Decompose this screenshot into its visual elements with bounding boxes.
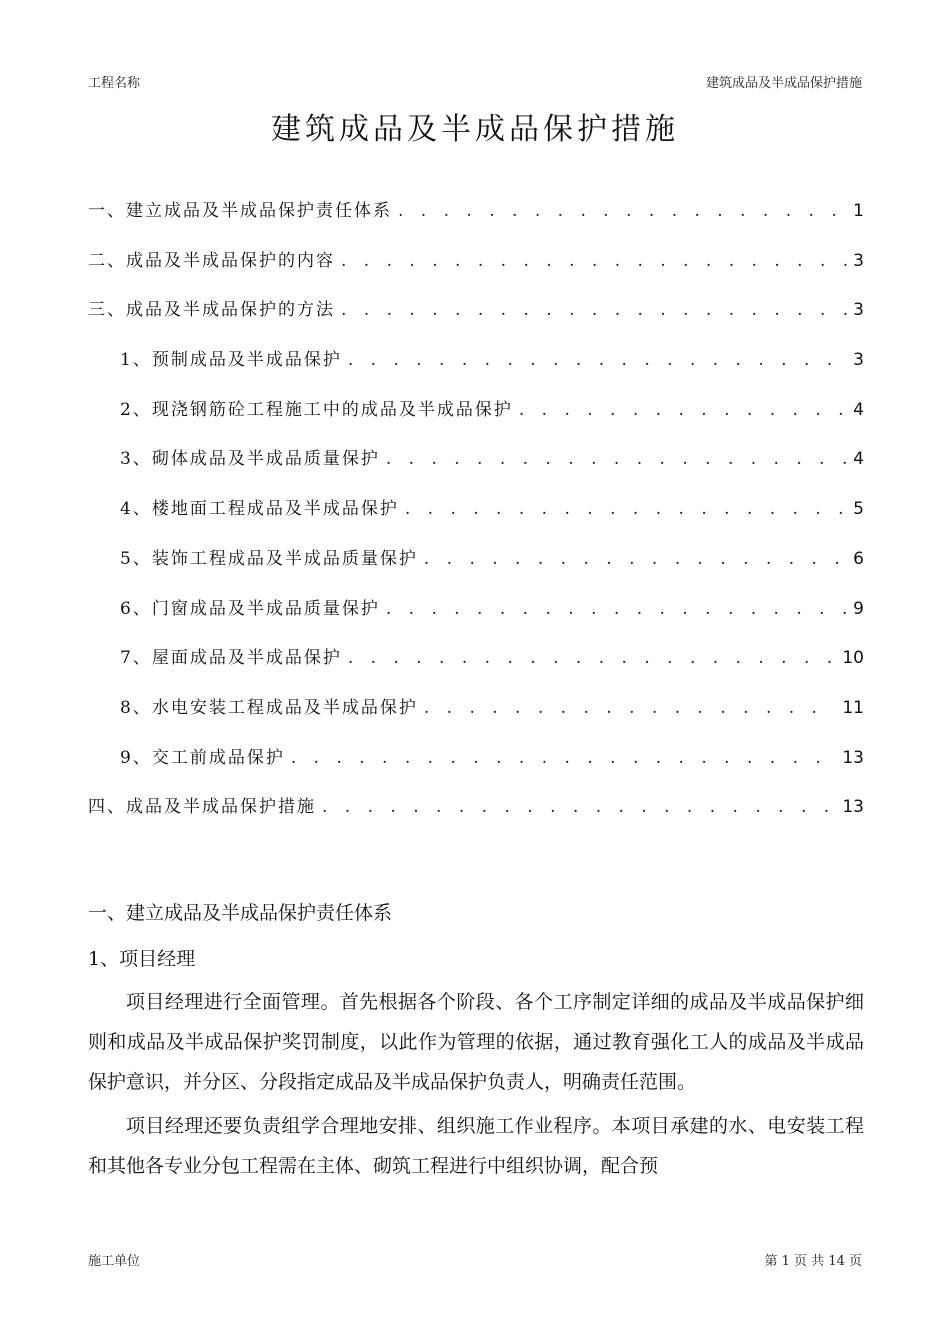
toc-page-number: 4: [853, 449, 864, 470]
toc-page-number: 5: [853, 499, 864, 520]
toc-entry-text: 2、现浇钢筋砼工程施工中的成品及半成品保护: [120, 399, 513, 420]
footer-page-number: 第 1 页 共 14 页: [764, 1254, 862, 1269]
toc-page-number: 1: [853, 201, 864, 221]
toc-entry-text: 3、砌体成品及半成品质量保护: [120, 449, 380, 470]
toc-entry[interactable]: [88, 544, 864, 594]
toc-entry[interactable]: [88, 792, 864, 842]
toc-entry-text: 三、成品及半成品保护的方法: [88, 300, 335, 321]
header-doc-title: 建筑成品及半成品保护措施: [705, 76, 862, 91]
toc-leader-dots: [341, 251, 847, 271]
toc-page-number: 3: [853, 300, 864, 321]
toc-leader-dots: [424, 549, 847, 569]
toc-page-number: 13: [842, 747, 864, 768]
toc-entry-text: 7、屋面成品及半成品保护: [120, 648, 342, 669]
document-body: [88, 890, 864, 1190]
toc-entry[interactable]: [88, 693, 864, 743]
toc-entry-text: 8、水电安装工程成品及半成品保护: [120, 697, 418, 718]
toc-entry-text: 5、装饰工程成品及半成品质量保护: [120, 548, 418, 569]
paragraph: 项目经理进行全面管理。首先根据各个阶段、各个工序制定详细的成品及半成品保护细则和成品及半成品保护奖罚制度，以此作为管理的依据，通过教育强化工人的成品及半成品保护意识，并分区、分段指定成品及半成品保护负责人，明确责任范围。: [88, 991, 864, 1093]
toc-leader-dots: [386, 449, 847, 469]
toc-entry-text: 四、成品及半成品保护措施: [88, 797, 316, 818]
toc-leader-dots: [519, 400, 847, 420]
table-of-contents: [88, 196, 864, 842]
toc-entry-text: 二、成品及半成品保护的内容: [88, 250, 335, 271]
toc-entry[interactable]: [88, 196, 864, 246]
toc-entry[interactable]: [88, 743, 864, 793]
toc-entry-text: 1、预制成品及半成品保护: [120, 350, 342, 371]
toc-entry[interactable]: [88, 444, 864, 494]
header-project-name: 工程名称: [88, 76, 141, 91]
toc-leader-dots: [341, 300, 847, 320]
toc-entry-text: 4、楼地面工程成品及半成品保护: [120, 499, 399, 520]
toc-leader-dots: [405, 499, 847, 519]
toc-entry[interactable]: [88, 246, 864, 296]
section-heading: 一、建立成品及半成品保护责任体系: [88, 902, 393, 924]
toc-entry[interactable]: [88, 395, 864, 445]
sub-heading: 1、项目经理: [88, 948, 196, 970]
footer-company: 施工单位: [88, 1254, 141, 1269]
toc-page-number: 11: [842, 697, 864, 718]
toc-leader-dots: [348, 648, 837, 668]
toc-page-number: 13: [842, 797, 864, 818]
toc-entry-text: 6、门窗成品及半成品质量保护: [120, 598, 380, 619]
toc-page-number: 3: [853, 250, 864, 271]
toc-leader-dots: [398, 201, 847, 221]
page-title: 建筑成品及半成品保护措施: [271, 112, 679, 147]
toc-page-number: 10: [842, 648, 864, 669]
toc-entry[interactable]: [88, 643, 864, 693]
toc-entry-text: 一、建立成品及半成品保护责任体系: [88, 201, 392, 221]
paragraph: 项目经理还要负责组学合理地安排、组织施工作业程序。本项目承建的水、电安装工程和其他各专业分包工程需在主体、砌筑工程进行中组织协调，配合预: [88, 1115, 864, 1177]
toc-page-number: 3: [853, 350, 864, 371]
toc-page-number: 4: [853, 399, 864, 420]
toc-page-number: 6: [853, 548, 864, 569]
toc-entry-text: 9、交工前成品保护: [120, 747, 285, 768]
toc-leader-dots: [424, 698, 837, 718]
toc-leader-dots: [291, 748, 837, 768]
toc-entry[interactable]: [88, 295, 864, 345]
toc-entry[interactable]: [88, 494, 864, 544]
toc-entry[interactable]: [88, 594, 864, 644]
toc-leader-dots: [322, 797, 836, 817]
toc-leader-dots: [386, 599, 847, 619]
toc-leader-dots: [348, 350, 847, 370]
toc-entry[interactable]: [88, 345, 864, 395]
toc-page-number: 9: [853, 598, 864, 619]
